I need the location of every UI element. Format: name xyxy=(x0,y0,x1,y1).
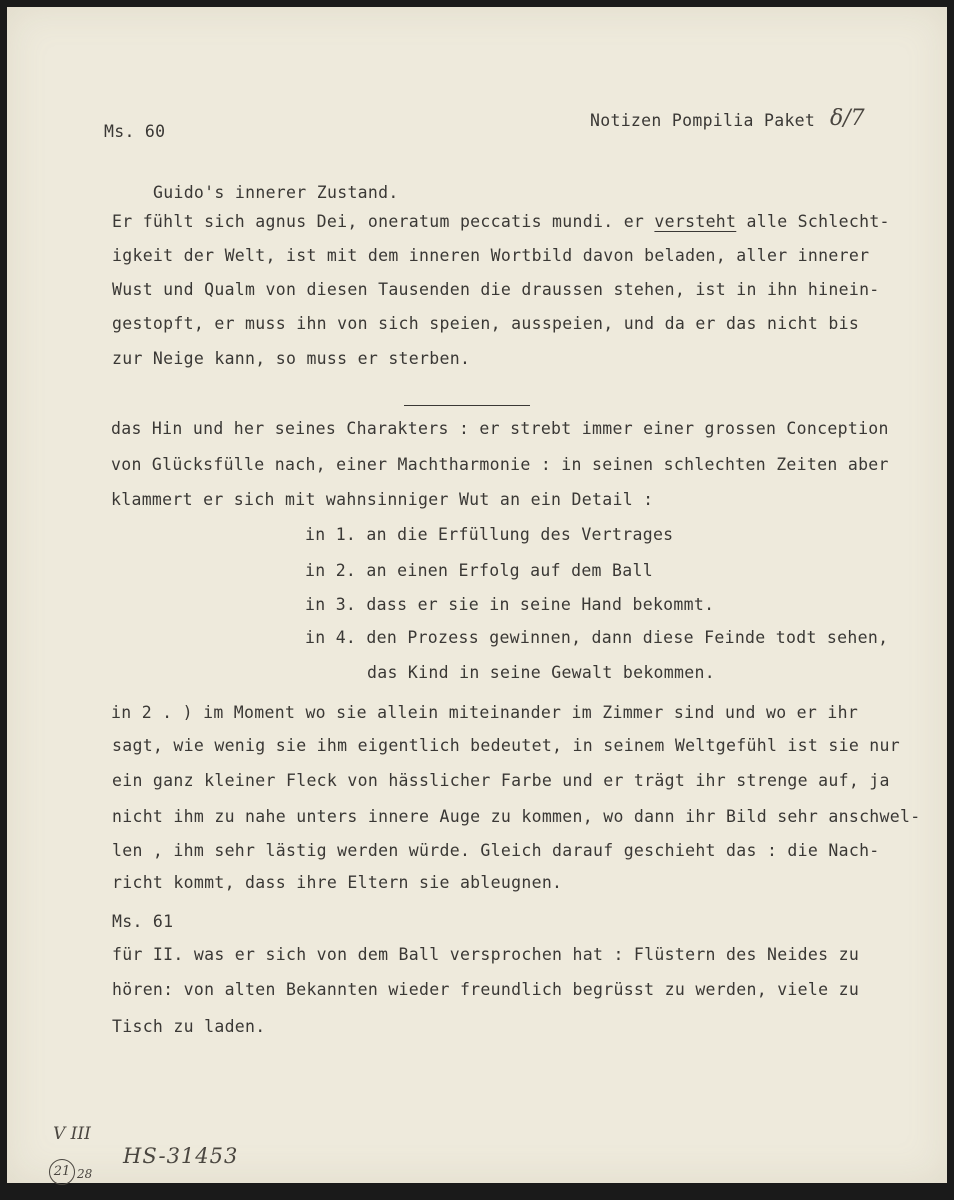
ms-number: Ms. 61 xyxy=(112,912,174,931)
handwritten-mark: δ/7 xyxy=(830,106,865,131)
paragraph-line: nicht ihm zu nahe unters innere Auge zu kommen, wo dann ihr Bild sehr anschwel- xyxy=(112,807,921,826)
list-item-continuation: das Kind in seine Gewalt bekommen. xyxy=(367,663,715,682)
roman-numeral-mark: V III xyxy=(53,1124,91,1144)
paragraph-line: in 2 . ) im Moment wo sie allein miteinander im Zimmer sind und wo er ihr xyxy=(111,703,859,722)
paragraph-line: Tisch zu laden. xyxy=(112,1017,266,1036)
section-heading: Guido's innerer Zustand. xyxy=(153,183,399,202)
paragraph-line: das Hin und her seines Charakters : er strebt immer einer grossen Conception xyxy=(111,419,889,438)
small-number-mark: 28 xyxy=(77,1167,93,1181)
shelfmark: HS-31453 xyxy=(123,1144,239,1168)
ms-number-top: Ms. 60 xyxy=(104,122,166,141)
underlined-word: versteht xyxy=(654,212,737,231)
paragraph-line: von Glücksfülle nach, einer Machtharmonie : in seinen schlechten Zeiten aber xyxy=(111,455,889,474)
separator-rule xyxy=(404,405,530,406)
paragraph-line: für II. was er sich von dem Ball versprochen hat : Flüstern des Neides zu xyxy=(112,945,860,964)
paragraph-line: hören: von alten Bekannten wieder freundlich begrüsst zu werden, viele zu xyxy=(112,980,860,999)
paragraph-line: igkeit der Welt, ist mit dem inneren Wortbild davon beladen, aller innerer xyxy=(112,246,870,265)
paragraph-line xyxy=(112,212,890,231)
paragraph-line: sagt, wie wenig sie ihm eigentlich bedeutet, in seinem Weltgefühl ist sie nur xyxy=(112,736,901,755)
circled-number-mark: 21 xyxy=(49,1159,75,1185)
list-item: in 4. den Prozess gewinnen, dann diese Feinde todt sehen, xyxy=(305,628,889,647)
document-title: Notizen Pompilia Paket xyxy=(590,111,816,130)
list-item: in 3. dass er sie in seine Hand bekommt. xyxy=(305,595,715,614)
list-item: in 1. an die Erfüllung des Vertrages xyxy=(305,525,674,544)
paragraph-line: Wust und Qualm von diesen Tausenden die draussen stehen, ist in ihn hinein- xyxy=(112,280,880,299)
document-page xyxy=(7,7,947,1183)
paragraph-line: richt kommt, dass ihre Eltern sie ableugnen. xyxy=(112,873,563,892)
list-item: in 2. an einen Erfolg auf dem Ball xyxy=(305,561,653,580)
paragraph-line: len , ihm sehr lästig werden würde. Gleich darauf geschieht das : die Nach- xyxy=(112,841,880,860)
paragraph-line: ein ganz kleiner Fleck von hässlicher Farbe und er trägt ihr strenge auf, ja xyxy=(112,771,890,790)
paragraph-line: zur Neige kann, so muss er sterben. xyxy=(112,349,471,368)
paragraph-line: klammert er sich mit wahnsinniger Wut an ein Detail : xyxy=(111,490,654,509)
line-text: Er fühlt sich agnus Dei, oneratum peccatis mundi. er xyxy=(112,212,655,231)
line-text: alle Schlecht- xyxy=(736,212,890,231)
paragraph-line: gestopft, er muss ihn von sich speien, ausspeien, und da er das nicht bis xyxy=(112,314,860,333)
